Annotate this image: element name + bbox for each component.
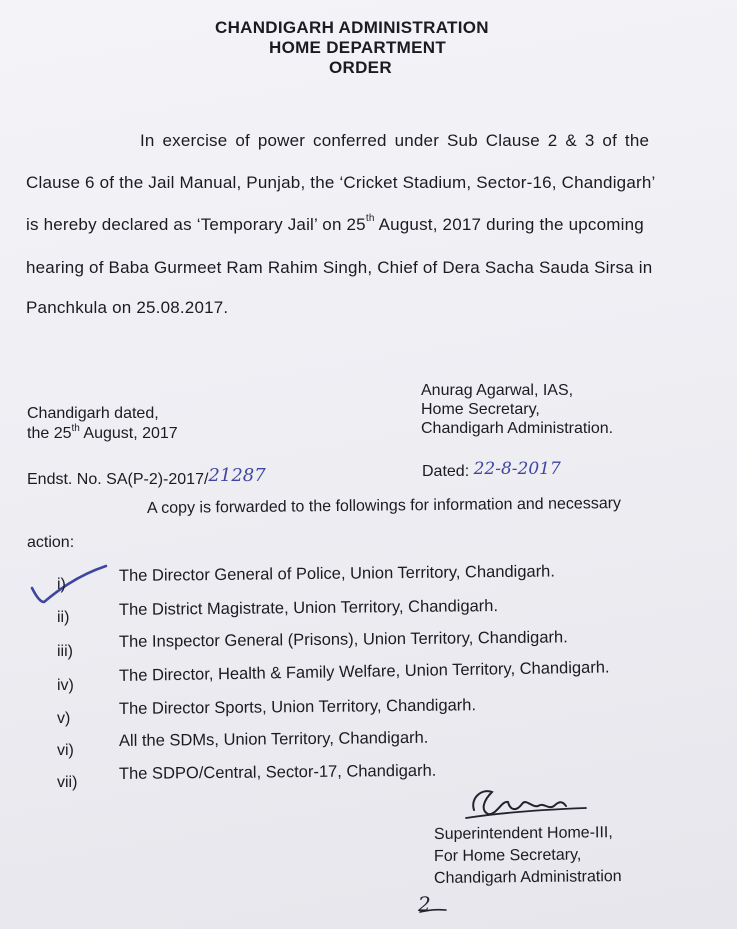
handwritten-endst-number: 21287 [208, 465, 266, 486]
underline-icon [418, 904, 448, 916]
checkmark-icon [26, 562, 110, 608]
signature-icon [462, 780, 592, 828]
handwritten-date: 22-8-2017 [473, 459, 561, 479]
dated-line-2: the 25th August, 2017 [27, 423, 178, 442]
body-line-4: hearing of Baba Gurmeet Ram Rahim Singh, Chief of Dera Sacha Sauda Sirsa in [26, 258, 653, 277]
list-item: The Director Sports, Union Territory, Chandigarh. [118, 696, 477, 718]
footer-line-1: Superintendent Home-III, [433, 824, 613, 843]
list-item: The Director General of Police, Union Territory, Chandigarh. [118, 562, 555, 585]
body-line-2: Clause 6 of the Jail Manual, Punjab, the ‘Cricket Stadium, Sector-16, Chandigarh’ [26, 173, 656, 192]
list-item-number: ii) [57, 609, 70, 626]
list-item: All the SDMs, Union Territory, Chandigarh. [118, 728, 429, 750]
list-item: The District Magistrate, Union Territory, Chandigarh. [118, 597, 499, 619]
list-item-number: vi) [57, 742, 74, 759]
signatory-org: Chandigarh Administration. [421, 420, 614, 437]
body-line-1: In exercise of power conferred under Sub Clause 2 & 3 of the [140, 131, 650, 150]
list-item: The Director, Health & Family Welfare, Union Territory, Chandigarh. [118, 658, 610, 685]
list-item-number: v) [57, 710, 71, 727]
footer-line-3: Chandigarh Administration [433, 868, 622, 887]
signatory-title: Home Secretary, [421, 401, 540, 418]
endorsement-number: Endst. No. SA(P-2)-2017/21287 [27, 465, 266, 488]
body-line-5: Panchkula on 25.08.2017. [26, 298, 229, 317]
body-line-3: is hereby declared as ‘Temporary Jail’ on 25th August, 2017 during the upcoming [26, 213, 644, 234]
dated-line-1: Chandigarh dated, [27, 405, 159, 422]
header-line-2: HOME DEPARTMENT [269, 38, 447, 57]
header-line-1: CHANDIGARH ADMINISTRATION [215, 18, 489, 37]
signatory-name: Anurag Agarwal, IAS, [421, 382, 574, 399]
list-item-number: vii) [57, 774, 78, 791]
handwritten-mark: 2 [418, 892, 431, 916]
endorsement-dated: Dated: 22-8-2017 [422, 459, 561, 480]
list-item-number: iv) [57, 677, 74, 694]
header-title-order: ORDER [329, 58, 392, 77]
list-item-number: i) [57, 576, 66, 593]
list-item: The SDPO/Central, Sector-17, Chandigarh. [118, 761, 437, 783]
list-item-number: iii) [57, 643, 73, 660]
forward-line-2: action: [27, 534, 75, 551]
list-item: The Inspector General (Prisons), Union Territory, Chandigarh. [118, 628, 568, 651]
footer-line-2: For Home Secretary, [433, 846, 582, 865]
forward-line-1: A copy is forwarded to the followings for information and necessary [146, 495, 622, 517]
